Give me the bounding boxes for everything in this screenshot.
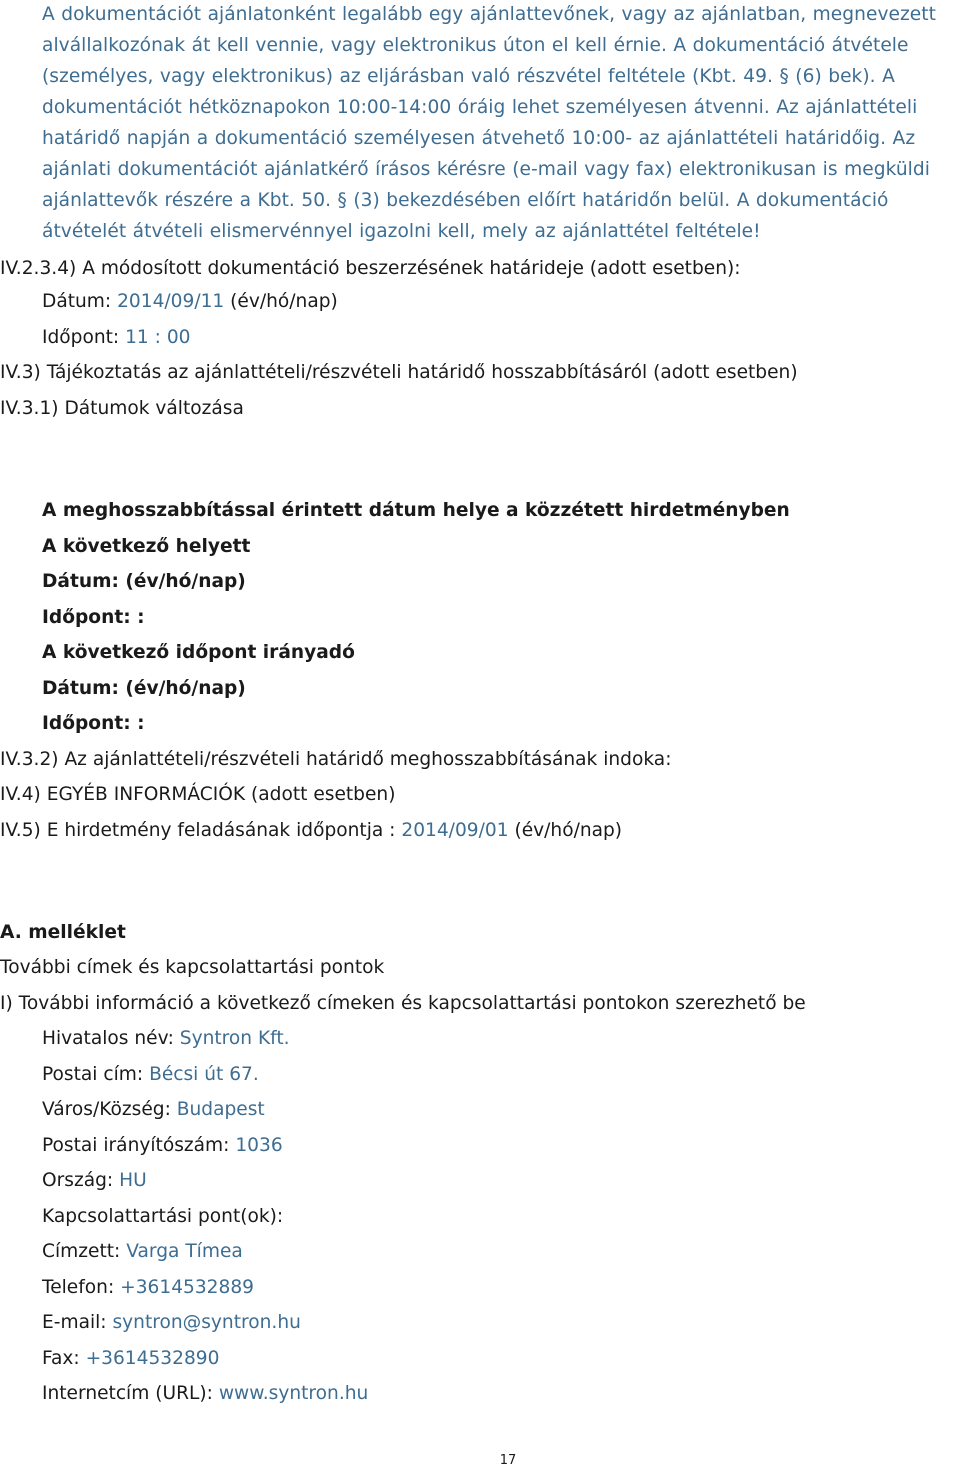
page-number: 17	[499, 1453, 517, 1468]
annex-title: A. melléklet	[0, 922, 126, 943]
iv5-row: IV.5) E hirdetmény feladásának időpontja : 2014/09/01 (év/hó/nap)	[0, 820, 623, 841]
contact-addressee: Címzett: Varga Tímea	[42, 1241, 243, 1262]
contact-postal-code: Postai irányítószám: 1036	[42, 1135, 283, 1156]
iv234-date-value: 2014/09/11	[117, 291, 225, 312]
extension-date-old: Dátum: (év/hó/nap)	[42, 571, 246, 592]
iv234-date-row: Dátum: 2014/09/11 (év/hó/nap)	[42, 291, 338, 312]
contact-url: Internetcím (URL): www.syntron.hu	[42, 1383, 369, 1404]
contact-official-name: Hivatalos név: Syntron Kft.	[42, 1028, 290, 1049]
contact-country: Ország: HU	[42, 1170, 147, 1191]
contact-email-link[interactable]: syntron@syntron.hu	[112, 1312, 301, 1333]
contact-points-label: Kapcsolattartási pont(ok):	[42, 1206, 284, 1227]
iv31-heading: IV.3.1) Dátumok változása	[0, 398, 244, 419]
annex-subtitle: További címek és kapcsolattartási pontok	[0, 957, 385, 978]
iv3-heading: IV.3) Tájékoztatás az ajánlattételi/részvételi határidő hosszabbításáról (adott esetben)	[0, 362, 798, 383]
iv234-heading: IV.2.3.4) A módosított dokumentáció beszerzésének határideje (adott esetben):	[0, 258, 741, 279]
documentation-access-paragraph: A dokumentációt ajánlatonként legalább egy ajánlattevőnek, vagy az ajánlatban, megnevezett alvállalkozónak át kell vennie, vagy elektronikus úton el kell érnie. A dokumentáció átvétele (személyes, vagy elektronikus) az eljárásban való részvétel feltétele (Kbt. 49. § (6) bek). A dokumentációt hétköznapokon 10:00-14:00 óráig lehet személyesen átvenni. Az ajánlattételi határidő napján a dokumentáció személyesen átvehető 10:00- az ajánlattételi határidőig. Az ajánlati dokumentációt ajánlatkérő írásos kérésre (e-mail vagy fax) elektronikusan is megküldi ajánlattevők részére a Kbt. 50. § (3) bekezdésében előírt határidőn belül. A dokumentáció átvételét átvételi elismervénnyel igazolni kell, mely az ajánlattétel feltétele!	[42, 4, 936, 242]
extension-instead-label: A következő helyett	[42, 536, 251, 557]
contact-fax: Fax: +3614532890	[42, 1348, 220, 1369]
contact-url-link[interactable]: www.syntron.hu	[218, 1383, 369, 1404]
extension-title: A meghosszabbítással érintett dátum helye a közzétett hirdetményben	[42, 500, 790, 521]
extension-time-new: Időpont: :	[42, 713, 145, 734]
annex-section-heading: I) További információ a következő címeken és kapcsolattartási pontokon szerezhető be	[0, 993, 806, 1014]
contact-phone: Telefon: +3614532889	[42, 1277, 255, 1298]
iv32-heading: IV.3.2) Az ajánlattételi/részvételi határidő meghosszabbításának indoka:	[0, 749, 672, 770]
extension-time-old: Időpont: :	[42, 607, 145, 628]
iv5-date-value: 2014/09/01	[401, 820, 509, 841]
iv234-time-value: 11 : 00	[125, 327, 191, 348]
contact-city: Város/Község: Budapest	[42, 1099, 265, 1120]
contact-postal-address: Postai cím: Bécsi út 67.	[42, 1064, 259, 1085]
extension-date-new: Dátum: (év/hó/nap)	[42, 678, 246, 699]
iv4-heading: IV.4) EGYÉB INFORMÁCIÓK (adott esetben)	[0, 784, 396, 805]
extension-applies-label: A következő időpont irányadó	[42, 642, 355, 663]
contact-email: E-mail: syntron@syntron.hu	[42, 1312, 301, 1333]
iv234-time-row: Időpont: 11 : 00	[42, 327, 191, 348]
